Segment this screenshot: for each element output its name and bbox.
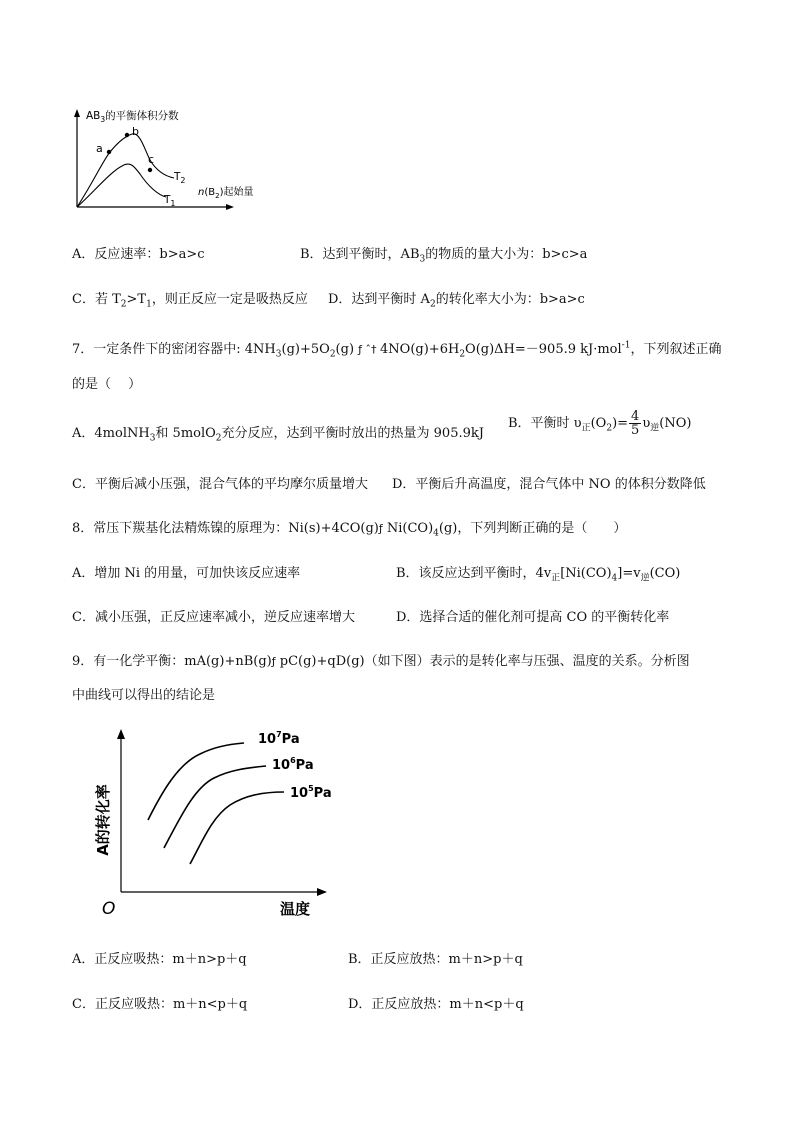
q9-option-b[interactable]: B．正反应放热：m＋n>p＋q xyxy=(348,952,523,967)
q9-stem xyxy=(72,650,690,669)
q6-option-d-text-2: 的转化率大小为：b>a>c xyxy=(435,292,585,307)
superscript: -1 xyxy=(621,340,631,351)
q9-option-c[interactable]: C．正反应吸热：m＋n<p＋q xyxy=(72,997,248,1012)
q9-stem-line2: 中曲线可以得出的结论是 xyxy=(72,688,216,703)
point-c-label: c xyxy=(148,153,155,166)
x-axis-arrow xyxy=(317,888,327,896)
q7-option-a[interactable] xyxy=(72,422,484,444)
y-axis-arrow xyxy=(74,109,80,117)
subscript: 3 xyxy=(275,349,282,360)
subscript: 3 xyxy=(419,254,426,265)
q6-option-a[interactable] xyxy=(72,243,205,262)
subscript: 4 xyxy=(433,528,439,539)
curve-1e7pa-label: $10^7Pa$ xyxy=(258,730,300,747)
q8-option-b[interactable] xyxy=(396,562,680,584)
curve-t1-label: $T_1$ xyxy=(164,194,176,208)
subscript: 2 xyxy=(215,433,222,444)
q6-option-d[interactable] xyxy=(328,288,585,310)
q7-option-a-text-2: 和 5molO xyxy=(155,426,216,441)
fig1-x-label: $n(B_2)$起始量 xyxy=(198,187,254,200)
q9-stem-text: 9．有一化学平衡：mA(g)+nB(g) xyxy=(72,654,272,669)
q7-option-b-text-2: (O xyxy=(590,416,607,431)
point-a-label: a xyxy=(96,142,103,155)
subscript: 2 xyxy=(606,423,613,434)
q7-option-b-text-5: (NO) xyxy=(659,416,692,431)
q6-option-a-text: A．反应速率：b>a>c xyxy=(72,247,205,262)
q7-stem-text-3: (g) xyxy=(335,342,355,357)
fraction-numerator: 4 xyxy=(631,409,640,424)
q7-option-b[interactable] xyxy=(508,410,691,437)
q7-stem-text-6: ，下列叙述正确 xyxy=(630,342,722,357)
q6-option-c-text-2: >T xyxy=(126,292,147,307)
curve-1e7pa xyxy=(148,743,244,820)
subscript: 3 xyxy=(149,433,156,444)
q6-option-b[interactable] xyxy=(300,243,587,265)
subscript: 4 xyxy=(611,573,618,584)
q8-stem-text-3: (g)，下列判断正确的是（ ） xyxy=(438,521,627,536)
curve-1e5pa-label: $10^5Pa$ xyxy=(290,784,332,801)
subscript: 2 xyxy=(120,299,127,310)
q8-stem-text-2: Ni(CO) xyxy=(382,521,434,536)
fig1-y-label: $AB_3$的平衡体积分数 xyxy=(86,110,179,124)
q7-option-b-text: B．平衡时 υ xyxy=(508,416,582,431)
q9-option-d[interactable]: D．正反应放热：m＋n<p＋q xyxy=(348,997,524,1012)
conversion-temperature-figure xyxy=(90,722,350,922)
point-b xyxy=(125,133,129,137)
q8-stem xyxy=(72,517,626,539)
subscript: 正 xyxy=(581,423,591,434)
subscript: 2 xyxy=(459,349,466,360)
curve-t2 xyxy=(77,134,174,207)
q7-stem-text-2: (g)+5O xyxy=(281,342,330,357)
point-a xyxy=(107,150,111,154)
curve-1e6pa xyxy=(164,766,266,848)
q7-option-c[interactable]: C．平衡后减小压强，混合气体的平均摩尔质量增大 xyxy=(72,477,368,492)
q6-option-d-text: D．达到平衡时 A xyxy=(328,292,430,307)
point-b-label: b xyxy=(132,125,139,138)
q7-option-b-text-3: )= xyxy=(612,416,629,431)
q7-stem-text-5: O(g)ΔH=－905.9 kJ·mol xyxy=(465,342,622,357)
q7-stem xyxy=(72,338,721,360)
q8-option-b-text-3: ]=v xyxy=(617,566,641,581)
fraction xyxy=(629,410,641,437)
fig2-x-label: 温度 xyxy=(280,900,311,918)
equilibrium-arrow-glyph: ƒ xyxy=(378,522,383,535)
q8-option-d[interactable]: D．选择合适的催化剂可提高 CO 的平衡转化率 xyxy=(396,610,670,625)
q6-option-c-text: C．若 T xyxy=(72,292,121,307)
q8-stem-text: 8．常压下羰基化法精炼镍的原理为：Ni(s)+4CO(g) xyxy=(72,521,379,536)
q9-stem-text-2: pC(g)+qD(g)（如下图）表示的是转化率与压强、温度的关系。分析图 xyxy=(275,654,690,669)
fraction-denominator: 5 xyxy=(631,423,640,438)
fig2-y-label: A的转化率 xyxy=(94,784,112,856)
q7-stem-text: 7．一定条件下的密闭容器中: 4NH xyxy=(72,342,276,357)
subscript: 正 xyxy=(551,573,561,584)
q8-option-a[interactable]: A．增加 Ni 的用量，可加快该反应速率 xyxy=(72,566,301,581)
fig2-origin-label: O xyxy=(102,899,116,919)
q7-stem-text-4: 4NO(g)+6H xyxy=(380,342,460,357)
point-c xyxy=(148,168,152,172)
curve-1e5pa xyxy=(190,792,284,864)
q8-option-b-text-4: (CO) xyxy=(649,566,681,581)
q6-option-b-text-2: 的物质的量大小为：b>c>a xyxy=(425,247,588,262)
curve-t2-label: $T_2$ xyxy=(174,171,186,185)
curve-1e6pa-label: $10^6Pa$ xyxy=(272,756,314,773)
subscript: 2 xyxy=(429,299,436,310)
equilibrium-arrow-glyph: ƒ ˆ† xyxy=(358,343,381,356)
q9-option-a[interactable]: A．正反应吸热：m＋n>p＋q xyxy=(72,952,247,967)
q6-option-c-text-3: ，则正反应一定是吸热反应 xyxy=(151,292,308,307)
q8-option-b-text: B．该反应达到平衡时，4v xyxy=(396,566,552,581)
q7-stem-line2: 的是（ ） xyxy=(72,377,142,392)
equilibrium-arrow-glyph: ƒ xyxy=(271,655,276,668)
q7-option-a-text: A．4molNH xyxy=(72,426,150,441)
q7-option-b-text-4: υ xyxy=(642,416,651,431)
q7-option-a-text-3: 充分反应，达到平衡时放出的热量为 905.9kJ xyxy=(221,426,484,441)
subscript: 逆 xyxy=(640,573,650,584)
subscript: 逆 xyxy=(650,423,660,434)
q6-option-c[interactable] xyxy=(72,288,308,310)
equilibrium-fraction-figure xyxy=(66,104,286,212)
subscript: 2 xyxy=(329,349,336,360)
q8-option-c[interactable]: C．减小压强，正反应速率减小，逆反应速率增大 xyxy=(72,610,355,625)
subscript: 1 xyxy=(146,299,152,310)
q6-option-b-text: B．达到平衡时，AB xyxy=(300,247,420,262)
q8-option-b-text-2: [Ni(CO) xyxy=(560,566,612,581)
q7-option-d[interactable]: D．平衡后升高温度，混合气体中 NO 的体积分数降低 xyxy=(392,477,706,492)
x-axis-arrow xyxy=(226,204,234,210)
y-axis-arrow xyxy=(117,729,125,739)
